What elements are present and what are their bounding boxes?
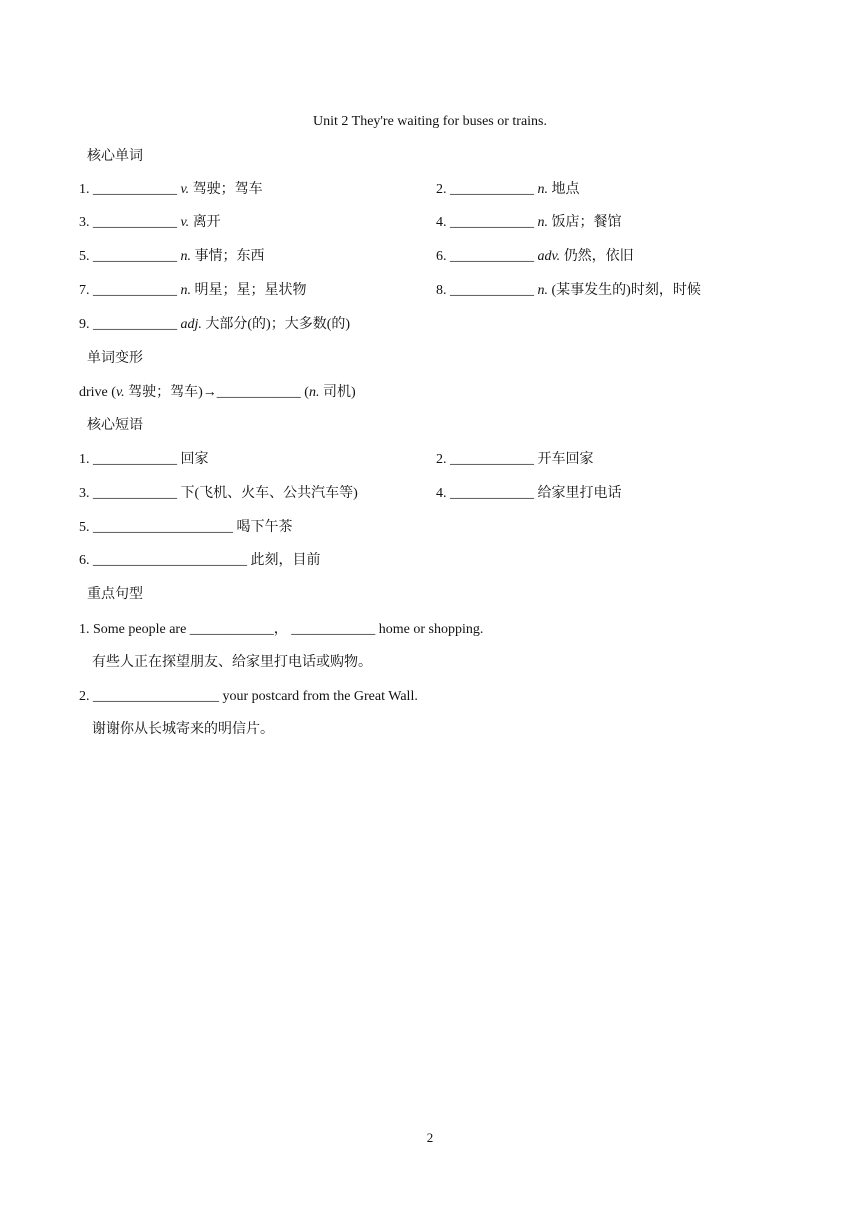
section-heading-word-forms: 单词变形	[87, 351, 143, 366]
word-item-8: 8. ____________ n. (某事发生的)时刻，时候	[436, 283, 701, 298]
word-item-9: 9. ____________ adj. 大部分(的)；大多数(的)	[79, 317, 351, 332]
phrase-item-5: 5. ____________________ 喝下午茶	[79, 520, 293, 535]
phrase-item-2: 2. ____________ 开车回家	[436, 452, 594, 467]
section-heading-core-phrases: 核心短语	[87, 418, 143, 433]
sentence-1-english: 1. Some people are ____________， ____________ home or shopping.	[79, 622, 484, 637]
word-item-5: 5. ____________ n. 事情；东西	[79, 249, 265, 264]
sentence-1-chinese: 有些人正在探望朋友、给家里打电话或购物。	[92, 655, 372, 670]
word-item-2: 2. ____________ n. 地点	[436, 182, 580, 197]
word-item-1: 1. ____________ v. 驾驶；驾车	[79, 182, 263, 197]
sentence-2-chinese: 谢谢你从长城寄来的明信片。	[92, 722, 274, 737]
page-title: Unit 2 They're waiting for buses or trains.	[313, 114, 547, 129]
phrase-item-6: 6. ______________________ 此刻，目前	[79, 553, 321, 568]
section-heading-key-sentences: 重点句型	[87, 587, 143, 602]
phrase-item-4: 4. ____________ 给家里打电话	[436, 486, 622, 501]
section-heading-core-words: 核心单词	[87, 149, 143, 164]
word-item-3: 3. ____________ v. 离开	[79, 215, 221, 230]
word-item-7: 7. ____________ n. 明星；星；星状物	[79, 283, 307, 298]
sentence-2-english: 2. __________________ your postcard from the Great Wall.	[79, 689, 418, 704]
phrase-item-3: 3. ____________ 下(飞机、火车、公共汽车等)	[79, 486, 358, 501]
page-number: 2	[426, 1130, 434, 1145]
word-item-6: 6. ____________ adv. 仍然，依旧	[436, 249, 634, 264]
phrase-item-1: 1. ____________ 回家	[79, 452, 209, 467]
word-item-4: 4. ____________ n. 饭店；餐馆	[436, 215, 622, 230]
word-form-line: drive (v. 驾驶；驾车)→____________ (n. 司机)	[79, 385, 356, 400]
